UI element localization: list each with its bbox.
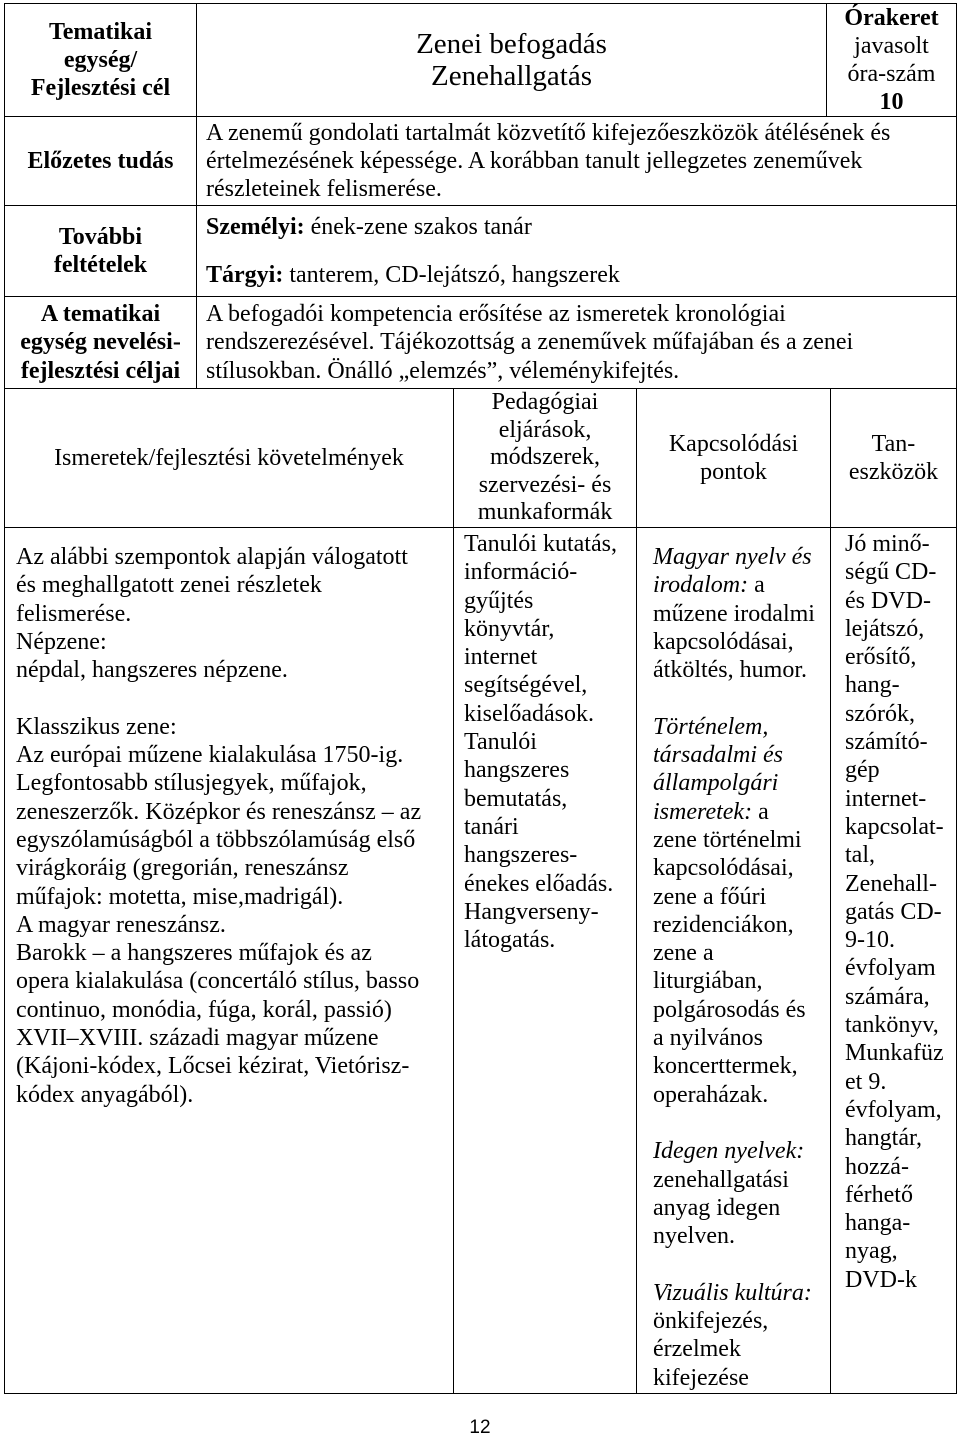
connections-line [653, 543, 830, 571]
connections-paragraph [653, 1279, 830, 1392]
connections-text: a [754, 572, 765, 599]
unit-label-line: Fejlesztési cél [30, 75, 171, 102]
tools-line: et 9. [845, 1068, 887, 1095]
requirements-line: zeneszerzők. Középkor és reneszánsz – az [16, 798, 422, 825]
requirements-line: Klasszikus zene: [16, 713, 177, 740]
connections-line: rezidenciákon, [653, 911, 794, 938]
requirements-line: műfajok: motetta, mise,madrigál). [16, 883, 344, 910]
prior-knowledge-line: A zenemű gondolati tartalmát közvetítő kifejezőeszközök átélésének és [206, 119, 891, 146]
subject-label: irodalom: [653, 572, 749, 599]
methods-line: bemutatás, [464, 785, 568, 812]
methods-line: tanári [464, 813, 519, 840]
requirements-heading-cell [4, 388, 454, 528]
connections-cell [636, 527, 831, 1394]
methods-paragraph [464, 530, 636, 954]
connections-line [653, 798, 830, 826]
hours-cell [826, 3, 957, 117]
goals-cell [196, 296, 957, 389]
connections-paragraph [653, 713, 830, 1109]
material-text: tanterem, CD-lejátszó, hangszerek [289, 261, 620, 288]
subject-label: Vizuális kultúra: [653, 1279, 812, 1306]
methods-line: látogatás. [464, 927, 556, 954]
tools-line: férhető [845, 1181, 913, 1208]
methods-line: énekes előadás. [464, 870, 614, 897]
subject-label: állampolgári [653, 770, 779, 797]
requirements-line: Népzene: [16, 628, 107, 655]
connections-line: operaházak. [653, 1081, 769, 1108]
hours-sub-line: óra-szám [847, 61, 936, 87]
prior-knowledge-label-cell [4, 116, 197, 206]
methods-line: internet [464, 644, 538, 671]
subject-label: társadalmi és [653, 742, 784, 769]
connections-line [653, 571, 830, 599]
methods-line: Tanulói kutatás, [464, 531, 617, 557]
personal-text: ének-zene szakos tanár [310, 214, 532, 241]
connections-line: zene a főúri [653, 883, 767, 910]
goals-line: stílusokban. Önálló „elemzés”, véleménykifejtés. [206, 357, 680, 384]
goals-line: rendszerezésével. Tájékozottság a zeneművek műfajában és a zenei [206, 329, 854, 356]
tools-line: gatás CD- [845, 898, 942, 925]
connections-line: önkifejezés, [653, 1308, 769, 1335]
connections-line: anyag idegen [653, 1194, 781, 1221]
page-number: 12 [469, 1417, 491, 1438]
connections-paragraph [653, 543, 830, 684]
tools-line: hanga- [845, 1210, 911, 1237]
methods-line: könyvtár, [464, 615, 555, 642]
tools-line: tal, [845, 842, 875, 869]
requirements-heading: Ismeretek/fejlesztési követelmények [54, 444, 404, 471]
connections-heading: pontok [700, 459, 767, 485]
hours-label: Órakeret [844, 5, 939, 31]
tools-line: tankönyv, [845, 1012, 939, 1039]
connections-heading-cell [636, 388, 831, 528]
tools-heading: eszközök [848, 459, 939, 485]
unit-title-line: Zenei befogadás [416, 28, 607, 60]
tools-line: nyag, [845, 1238, 898, 1265]
requirements-line: és meghallgatott zenei részletek [16, 572, 322, 599]
tools-line: és DVD- [845, 587, 931, 614]
tools-line: 9-10. [845, 927, 895, 954]
connections-line: nyelven. [653, 1223, 735, 1250]
hours-sub-line: javasolt [854, 33, 929, 59]
requirements-paragraph [16, 543, 453, 684]
methods-cell [453, 527, 637, 1394]
tools-line: évfolyam [845, 955, 936, 982]
tools-line: kapcsolat- [845, 813, 944, 840]
tools-line: számító- [845, 729, 928, 756]
material-conditions [206, 261, 956, 289]
methods-heading: szervezési- és [478, 471, 612, 498]
unit-label-line: Tematikai [48, 18, 153, 45]
prior-knowledge-line: értelmezésének képessége. A korábban tanult jellegzetes zeneművek [206, 147, 863, 174]
tools-line: lejátszó, [845, 615, 925, 642]
methods-line: hangszeres [464, 757, 570, 784]
connections-line: zene történelmi [653, 826, 802, 853]
connections-text: a [758, 798, 769, 825]
connections-line: liturgiában, [653, 968, 763, 995]
connections-line: zenehallgatási [653, 1166, 789, 1193]
tools-line: internet- [845, 785, 927, 812]
requirements-line: egyszólamúságból a többszólamúság első [16, 826, 416, 853]
subject-label: ismeretek: [653, 798, 753, 825]
requirements-line: A magyar reneszánsz. [16, 911, 226, 938]
requirements-line: opera kialakulása (concertáló stílus, basso [16, 968, 420, 995]
requirements-line: népdal, hangszeres népzene. [16, 657, 288, 684]
conditions-label-cell [4, 205, 197, 297]
tools-line: erősítő, [845, 644, 917, 671]
subject-label: Történelem, [653, 713, 769, 740]
connections-line: kapcsolódásai, [653, 628, 794, 655]
requirements-line: continuo, monódia, fúga, korál, passió) [16, 996, 392, 1023]
requirements-line: (Kájoni-kódex, Lőcsei kézirat, Vietórisz- [16, 1053, 410, 1080]
conditions-label: További [58, 223, 143, 250]
requirements-cell [4, 527, 454, 1394]
connections-line: kifejezése [653, 1364, 749, 1391]
connections-paragraph [653, 1137, 830, 1250]
tools-line: szórók, [845, 700, 915, 727]
prior-knowledge-label: Előzetes tudás [27, 147, 174, 174]
connections-line [653, 769, 830, 797]
tools-line: hangtár, [845, 1125, 923, 1152]
goals-label: A tematikai [40, 301, 161, 328]
personal-conditions [206, 213, 956, 241]
connections-line: érzelmek [653, 1336, 741, 1363]
methods-heading: módszerek, [490, 444, 600, 471]
methods-line: kiselőadások. [464, 700, 594, 727]
goals-label-cell [4, 296, 197, 389]
requirements-line: virágkoráig (gregorián, reneszánsz [16, 855, 349, 882]
material-label: Tárgyi: [206, 261, 284, 288]
subject-label: Magyar nyelv és [653, 544, 812, 570]
personal-label: Személyi: [206, 214, 305, 241]
methods-heading-cell [453, 388, 637, 528]
connections-line: átköltés, humor. [653, 657, 807, 684]
requirements-paragraph [16, 713, 453, 1109]
requirements-line: felismerése. [16, 600, 132, 627]
tools-cell [830, 527, 957, 1394]
requirements-line: kódex anyagából). [16, 1081, 194, 1108]
methods-line: gyűjtés [464, 587, 534, 614]
tools-line: Zenehall- [845, 870, 937, 897]
conditions-label: feltételek [53, 252, 148, 278]
prior-knowledge-cell [196, 116, 957, 206]
tools-line: DVD-k [845, 1266, 917, 1293]
subject-label: Idegen nyelvek: [653, 1138, 805, 1165]
connections-line: kapcsolódásai, [653, 855, 794, 882]
tools-line: évfolyam, [845, 1096, 942, 1123]
unit-label-cell [4, 3, 197, 117]
connections-line [653, 1137, 830, 1165]
connections-line: koncerttermek, [653, 1053, 798, 1080]
connections-line: műzene irodalmi [653, 600, 815, 627]
unit-title-line: Zenehallgatás [430, 60, 593, 92]
unit-label-line: egység/ [63, 46, 138, 73]
connections-line: zene a [653, 940, 714, 967]
methods-line: információ- [464, 559, 578, 586]
goals-line: A befogadói kompetencia erősítése az ismeretek kronológiai [206, 301, 786, 328]
tools-line: Jó minő- [845, 531, 930, 557]
methods-line: Hangverseny- [464, 898, 599, 925]
tools-heading-cell [830, 388, 957, 528]
requirements-line: Barokk – a hangszeres műfajok és az [16, 940, 372, 967]
unit-title-cell [196, 3, 827, 117]
connections-line [653, 713, 830, 741]
tools-paragraph [845, 530, 956, 1294]
goals-label: fejlesztési céljai [20, 357, 181, 384]
tools-line: Munkafüz [845, 1040, 944, 1067]
methods-line: Tanulói [464, 729, 537, 756]
connections-line [653, 741, 830, 769]
tools-line: számára, [845, 983, 930, 1010]
conditions-cell [196, 205, 957, 297]
methods-heading: munkaformák [477, 499, 613, 526]
connections-line: polgárosodás és [653, 996, 806, 1023]
methods-line: segítségével, [464, 672, 588, 699]
requirements-line: Az európai műzene kialakulása 1750-ig. [16, 742, 404, 769]
tools-line: ségű CD- [845, 559, 937, 586]
connections-heading: Kapcsolódási [668, 430, 799, 457]
hours-value: 10 [879, 89, 904, 115]
tools-line: hozzá- [845, 1153, 909, 1180]
tools-line: hang- [845, 672, 900, 699]
methods-heading: Pedagógiai [491, 389, 599, 416]
requirements-line: Legfontosabb stílusjegyek, műfajok, [16, 770, 367, 797]
prior-knowledge-line: részleteinek felismerése. [206, 176, 442, 203]
methods-line: hangszeres- [464, 842, 578, 869]
goals-label: egység nevelési- [20, 329, 181, 356]
connections-line [653, 1279, 830, 1307]
methods-heading: eljárások, [498, 416, 592, 443]
requirements-line: XVII–XVIII. századi magyar műzene [16, 1025, 379, 1052]
tools-heading: Tan- [871, 430, 916, 457]
connections-line: a nyilvános [653, 1025, 763, 1052]
requirements-line: Az alábbi szempontok alapján válogatott [16, 544, 408, 570]
tools-line: gép [845, 757, 880, 784]
